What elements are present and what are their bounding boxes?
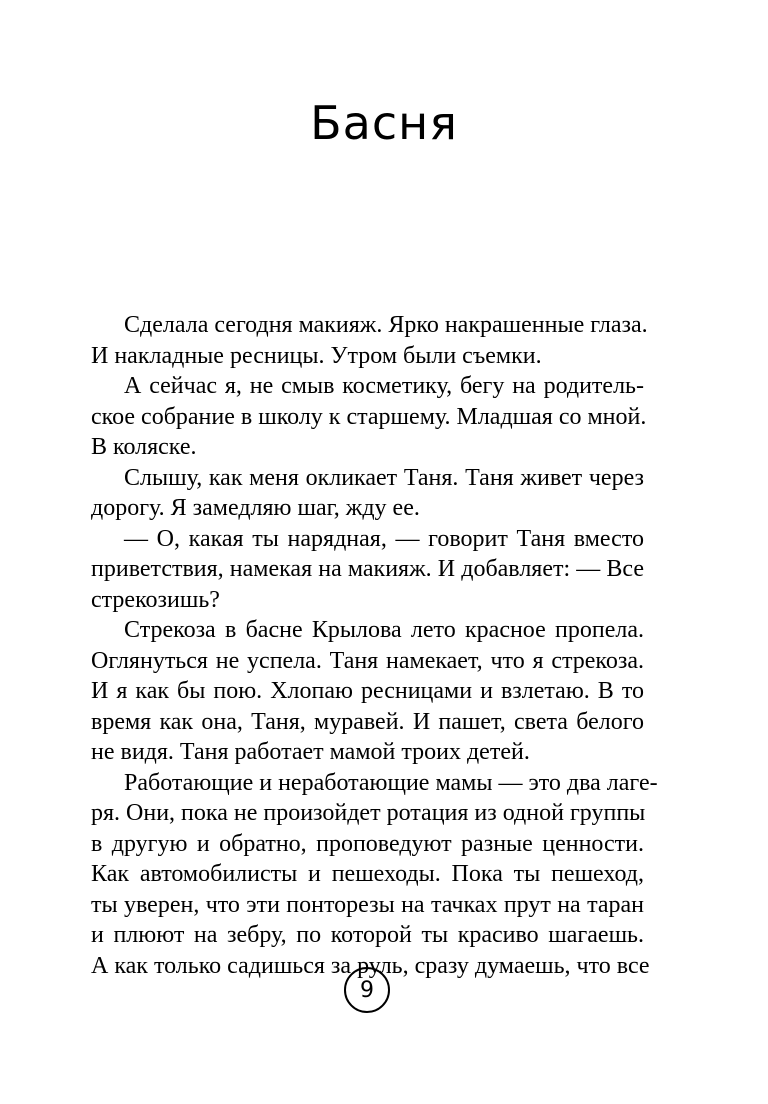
- text-line: И накладные ресницы. Утром были съемки.: [91, 342, 542, 369]
- text-line: дорогу. Я замедляю шаг, жду ее.: [91, 495, 420, 521]
- body-text: [91, 310, 658, 981]
- text-line: — О, какая ты нарядная, — говорит Таня вместо: [124, 525, 644, 552]
- text-line: время как она, Таня, муравей. И пашет, света белого: [91, 708, 644, 735]
- text-line: ское собрание в школу к старшему. Младшая со мной.: [91, 403, 647, 430]
- text-line: Стрекоза в басне Крылова лето красное пропела.: [124, 617, 644, 643]
- text-line: и плюют на зебру, по которой ты красиво шагаешь.: [91, 922, 644, 948]
- page-title: Басня: [310, 96, 458, 150]
- text-line: А сейчас я, не смыв косметику, бегу на родитель-: [124, 373, 644, 399]
- page-number: 9: [344, 967, 390, 1013]
- text-line: В коляске.: [91, 434, 197, 460]
- text-line: в другую и обратно, проповедуют разные ценности.: [91, 830, 644, 857]
- text-line: А как только садишься за руль, сразу думаешь, что все: [91, 952, 650, 979]
- text-line: ты уверен, что эти понторезы на тачках прут на таран: [91, 891, 644, 918]
- text-line: Работающие и неработающие мамы — это два лаге-: [124, 769, 658, 796]
- page-number-badge: [344, 967, 390, 1013]
- text-line: Как автомобилисты и пешеходы. Пока ты пешеход,: [91, 861, 644, 887]
- text-line: Слышу, как меня окликает Таня. Таня живет через: [124, 464, 644, 491]
- text-line: стрекозишь?: [91, 586, 220, 613]
- text-line: И я как бы пою. Хлопаю ресницами и взлетаю. В то: [91, 678, 644, 704]
- text-line: ря. Они, пока не произойдет ротация из одной группы: [91, 800, 646, 826]
- text-line: Сделала сегодня макияж. Ярко накрашенные глаза.: [124, 312, 648, 338]
- text-line: приветствия, намекая на макияж. И добавляет: — Все: [91, 556, 644, 582]
- text-line: Оглянуться не успела. Таня намекает, что я стрекоза.: [91, 647, 644, 674]
- text-line: не видя. Таня работает мамой троих детей.: [91, 739, 530, 765]
